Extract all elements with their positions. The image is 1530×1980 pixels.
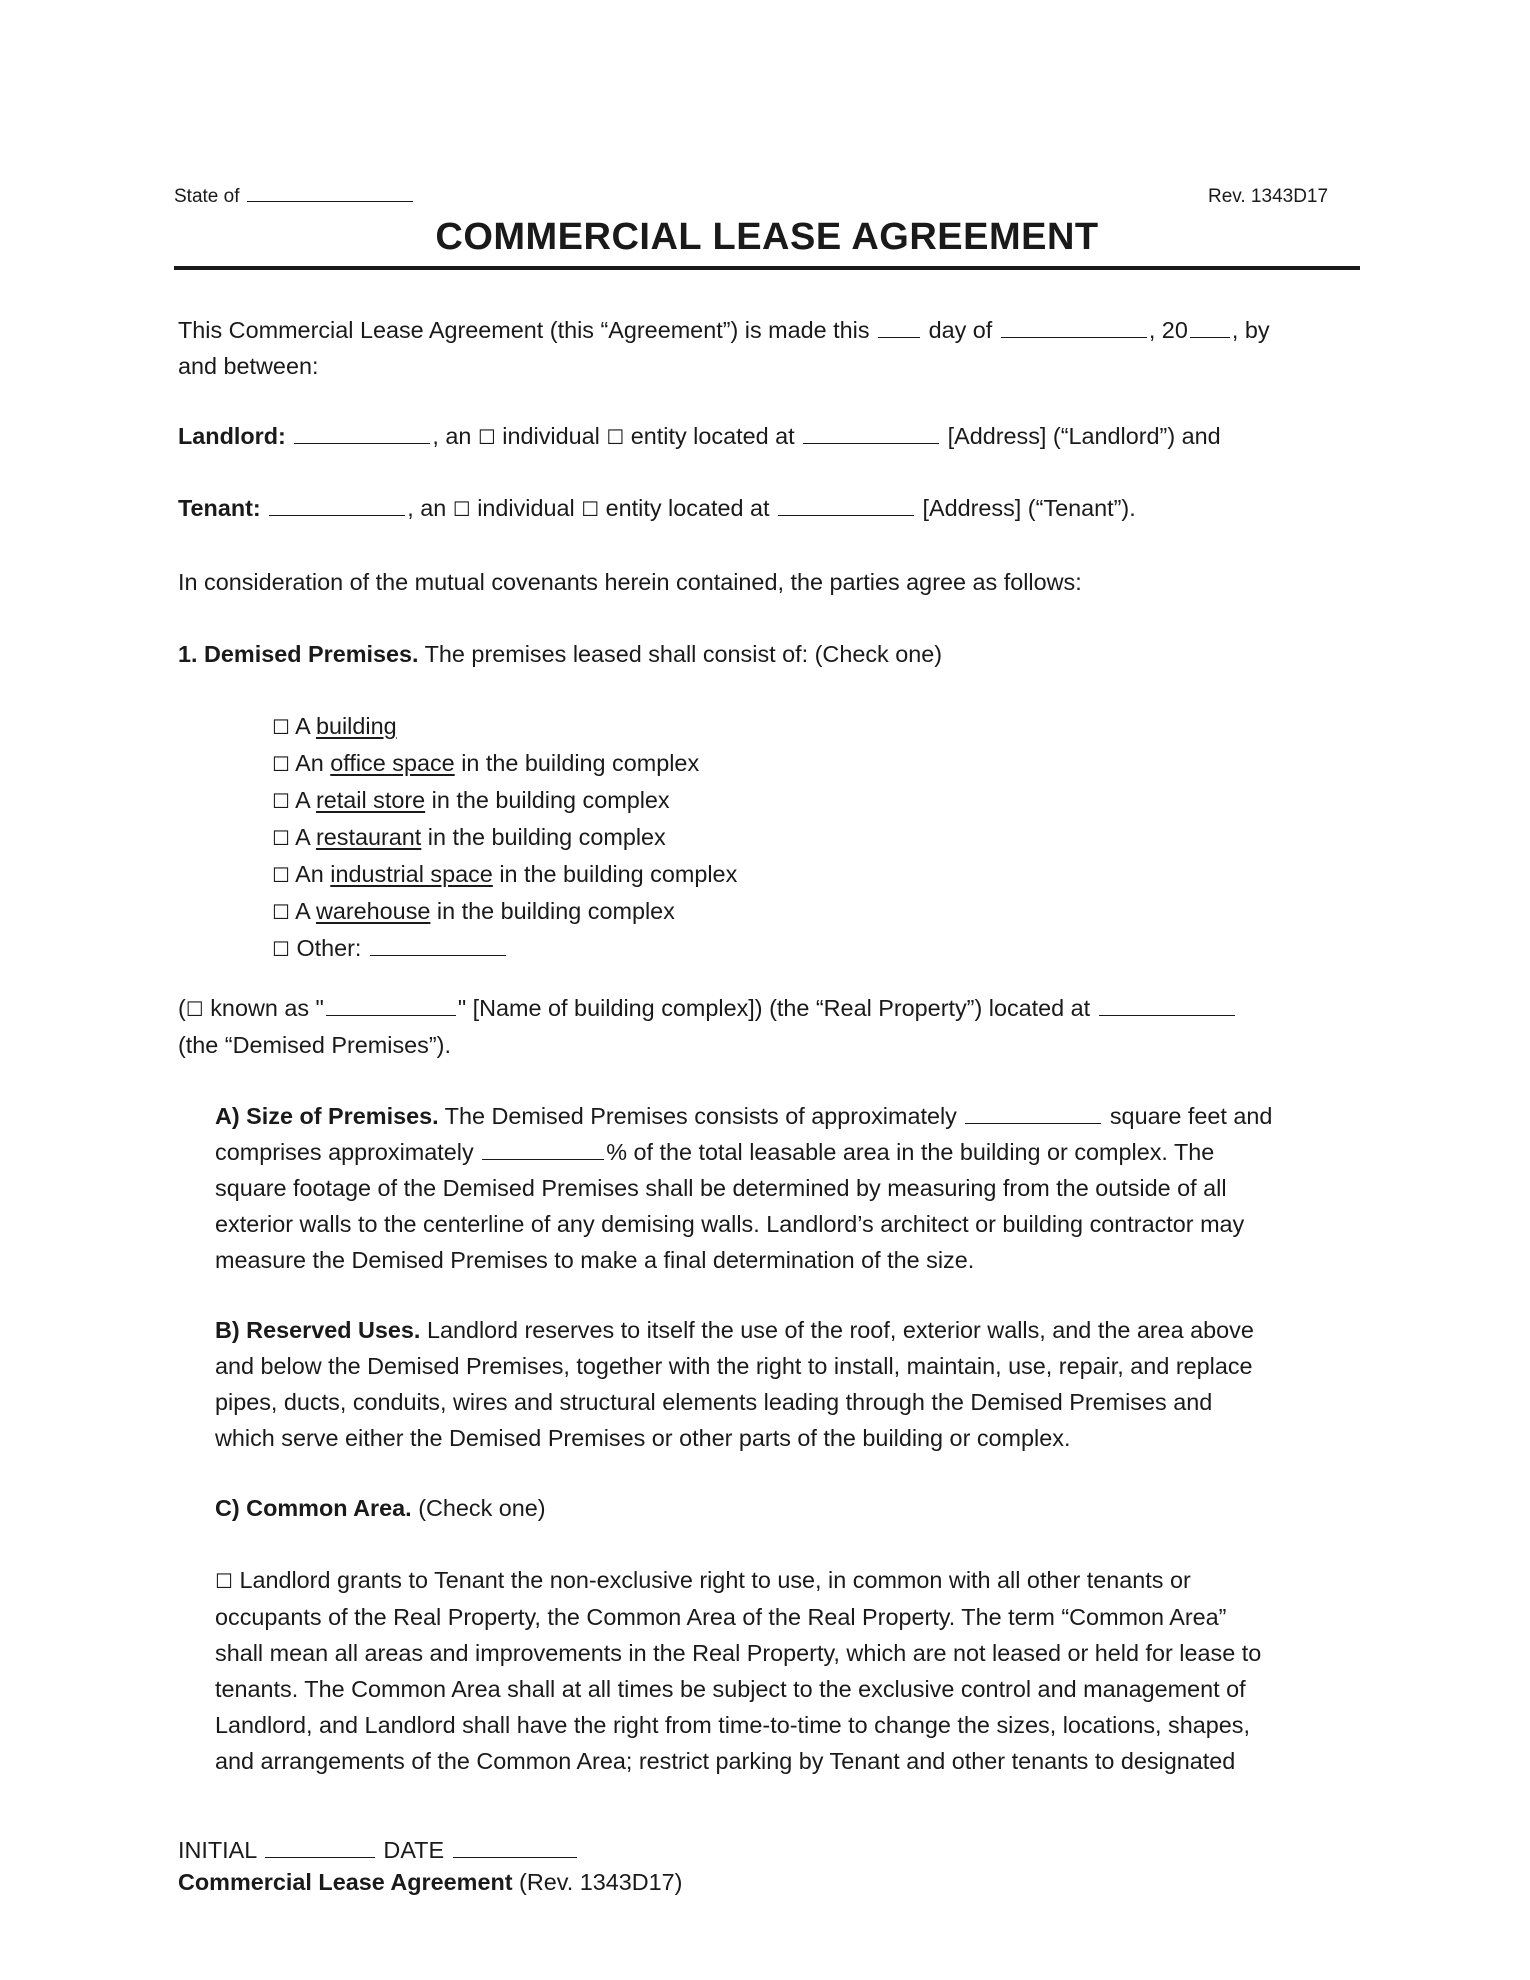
- day-blank[interactable]: [878, 336, 920, 338]
- landlord-address-blank[interactable]: [803, 442, 939, 444]
- known-as-checkbox[interactable]: ☐: [185, 997, 204, 1021]
- complex-name-blank[interactable]: [326, 1014, 456, 1016]
- landlord-line: Landlord: , an ☐ individual ☐ entity located at [Address] (“Landlord”) and: [178, 423, 1221, 449]
- tenant-entity-checkbox[interactable]: ☐: [581, 497, 600, 521]
- option-checkbox[interactable]: ☐: [272, 863, 290, 887]
- common-area-paragraph: ☐ Landlord grants to Tenant the non-exclusive right to use, in common with all other tenants or occupants of the Real Property, the Common Area of the Real Property. The term “Common Area” shall mean all areas and improvements in the Real Property, which are not leased or held for lease to tenants. The Common Area shall at all times be subject to the exclusive control and management of Landlord, and Landlord shall have the right from time-to-time to change the sizes, locations, shapes, and arrangements of the Common Area; restrict parking by Tenant and other tenants to designated: [215, 1567, 1262, 1774]
- common-area-checkbox[interactable]: ☐: [215, 1569, 233, 1593]
- reserved-uses-paragraph: B) Reserved Uses. Landlord reserves to itself the use of the roof, exterior walls, and the area above and below the Demised Premises, together with the right to install, maintain, use, repair, and replace pipes, ducts, conduits, wires and structural elements leading through the Demised Premises and which serve either the Demised Premises or other parts of the building or complex.: [215, 1317, 1254, 1451]
- premises-option[interactable]: ☐ A retail store in the building complex: [272, 787, 670, 813]
- real-property-address-blank[interactable]: [1099, 1014, 1235, 1016]
- landlord-label: Landlord:: [178, 423, 286, 449]
- landlord-individual-checkbox[interactable]: ☐: [477, 425, 496, 449]
- state-of-label: State of: [174, 186, 240, 207]
- other-blank[interactable]: [370, 954, 506, 956]
- landlord-entity-checkbox[interactable]: ☐: [606, 425, 625, 449]
- option-checkbox[interactable]: ☐: [272, 789, 290, 813]
- reserved-heading: B) Reserved Uses.: [215, 1317, 421, 1343]
- premises-option[interactable]: ☐ A building: [272, 713, 397, 739]
- option-checkbox[interactable]: ☐: [272, 900, 290, 924]
- initial-date-line: INITIAL DATE: [178, 1832, 579, 1868]
- section-1-heading: 1. Demised Premises.: [178, 641, 419, 667]
- option-checkbox[interactable]: ☐: [272, 752, 290, 776]
- tenant-name-blank[interactable]: [269, 514, 405, 516]
- size-of-premises-paragraph: A) Size of Premises. The Demised Premises consists of approximately square feet and comprises approximately % of the total leasable area in the building or complex. The square footage of the Demised Premises shall be determined by measuring from the outside of all exterior walls to the centerline of any demising walls. Landlord’s architect or building contractor may measure the Demised Premises to make a final determination of the size.: [215, 1103, 1273, 1273]
- footer-doc-name-line: [178, 1864, 682, 1900]
- tenant-label: Tenant:: [178, 495, 261, 521]
- landlord-name-blank[interactable]: [294, 442, 430, 444]
- intro-paragraph: This Commercial Lease Agreement (this “Agreement”) is made this day of , 20 , by and between:: [178, 317, 1270, 379]
- initial-blank[interactable]: [265, 1856, 375, 1858]
- premises-option[interactable]: ☐ A warehouse in the building complex: [272, 898, 675, 924]
- premises-option[interactable]: ☐ An industrial space in the building complex: [272, 861, 738, 887]
- common-area-heading: C) Common Area.: [215, 1495, 412, 1521]
- document-title: COMMERCIAL LEASE AGREEMENT: [435, 216, 1099, 258]
- option-checkbox[interactable]: ☐: [272, 937, 290, 961]
- premises-option-other[interactable]: ☐ Other:: [272, 930, 737, 967]
- tenant-line: Tenant: , an ☐ individual ☐ entity located at [Address] (“Tenant”).: [178, 495, 1136, 521]
- footer-doc-rev: (Rev. 1343D17): [519, 1869, 683, 1895]
- percent-blank[interactable]: [482, 1158, 604, 1160]
- premises-option[interactable]: ☐ An office space in the building complex: [272, 750, 700, 776]
- state-of-line: [174, 186, 415, 208]
- tenant-address-blank[interactable]: [778, 514, 914, 516]
- known-as-paragraph: (☐ known as " " [Name of building complex]) (the “Real Property”) located at (the “Demised Premises”).: [178, 990, 1358, 1063]
- year-blank[interactable]: [1190, 336, 1230, 338]
- title-rule: [174, 266, 1360, 270]
- option-checkbox[interactable]: ☐: [272, 715, 290, 739]
- premises-options-list: [272, 708, 737, 967]
- option-checkbox[interactable]: ☐: [272, 826, 290, 850]
- month-blank[interactable]: [1001, 336, 1147, 338]
- tenant-individual-checkbox[interactable]: ☐: [452, 497, 471, 521]
- square-feet-blank[interactable]: [965, 1122, 1101, 1124]
- state-blank[interactable]: [247, 200, 413, 202]
- consideration-text: In consideration of the mutual covenants herein contained, the parties agree as follows:: [178, 569, 1082, 595]
- date-blank[interactable]: [453, 1856, 577, 1858]
- premises-option[interactable]: ☐ A restaurant in the building complex: [272, 824, 666, 850]
- revision-label: Rev. 1343D17: [1208, 186, 1329, 207]
- common-area-heading-line: C) Common Area. (Check one): [215, 1495, 546, 1521]
- footer-doc-name: Commercial Lease Agreement: [178, 1869, 513, 1895]
- section-1-heading-line: 1. Demised Premises. The premises leased shall consist of: (Check one): [178, 641, 943, 667]
- size-heading: A) Size of Premises.: [215, 1103, 439, 1129]
